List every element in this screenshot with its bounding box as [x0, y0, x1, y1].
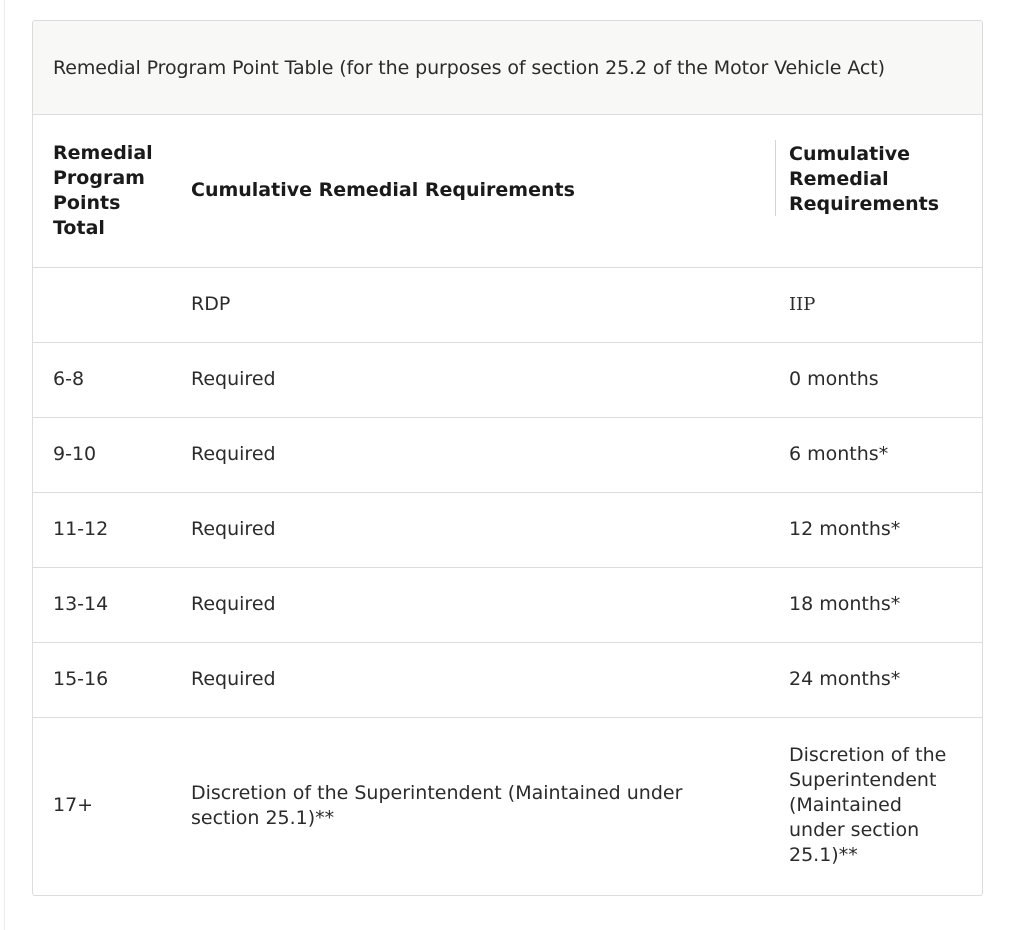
table-header [33, 115, 982, 267]
table-row [33, 342, 982, 417]
row-points: 11-12 [53, 518, 109, 540]
subheader-row [33, 267, 982, 342]
table-row [33, 417, 982, 492]
row-rdp: Required [191, 593, 276, 615]
row-iip: Discretion of the Superintendent (Maintained under section 25.1)** [789, 744, 947, 867]
table-row [33, 642, 982, 717]
row-rdp: Required [191, 668, 276, 690]
table-caption: Remedial Program Point Table (for the purposes of section 25.2 of the Motor Vehicle Act) [33, 21, 982, 115]
row-iip: 6 months* [789, 443, 889, 465]
row-rdp: Required [191, 518, 276, 540]
row-points: 6-8 [53, 368, 85, 390]
remedial-program-point-table [32, 20, 983, 896]
subheader-rdp: RDP [191, 293, 231, 315]
table-row [33, 567, 982, 642]
row-iip: 12 months* [789, 518, 901, 540]
row-rdp: Required [191, 368, 276, 390]
row-points: 13-14 [53, 593, 109, 615]
points-table [33, 115, 982, 894]
page-edge-divider [4, 0, 5, 930]
row-points: 17+ [53, 794, 94, 817]
table-body [33, 267, 982, 894]
header-row [33, 115, 982, 267]
header-points-total: Remedial Program Points Total [53, 141, 153, 239]
row-rdp: Required [191, 443, 276, 465]
header-cumulative-iip: Cumulative Remedial Requirements [775, 115, 982, 267]
table-row [33, 492, 982, 567]
header-cumulative-rdp: Cumulative Remedial Requirements [191, 179, 575, 202]
row-rdp: Discretion of the Superintendent (Maintained under section 25.1)** [191, 781, 683, 829]
row-points: 15-16 [53, 668, 109, 690]
row-iip: 0 months [789, 368, 879, 390]
subheader-points [33, 267, 170, 342]
row-iip: 24 months* [789, 668, 901, 690]
table-row [33, 717, 982, 894]
row-iip: 18 months* [789, 593, 901, 615]
subheader-iip: IIP [789, 294, 816, 315]
row-points: 9-10 [53, 443, 97, 465]
